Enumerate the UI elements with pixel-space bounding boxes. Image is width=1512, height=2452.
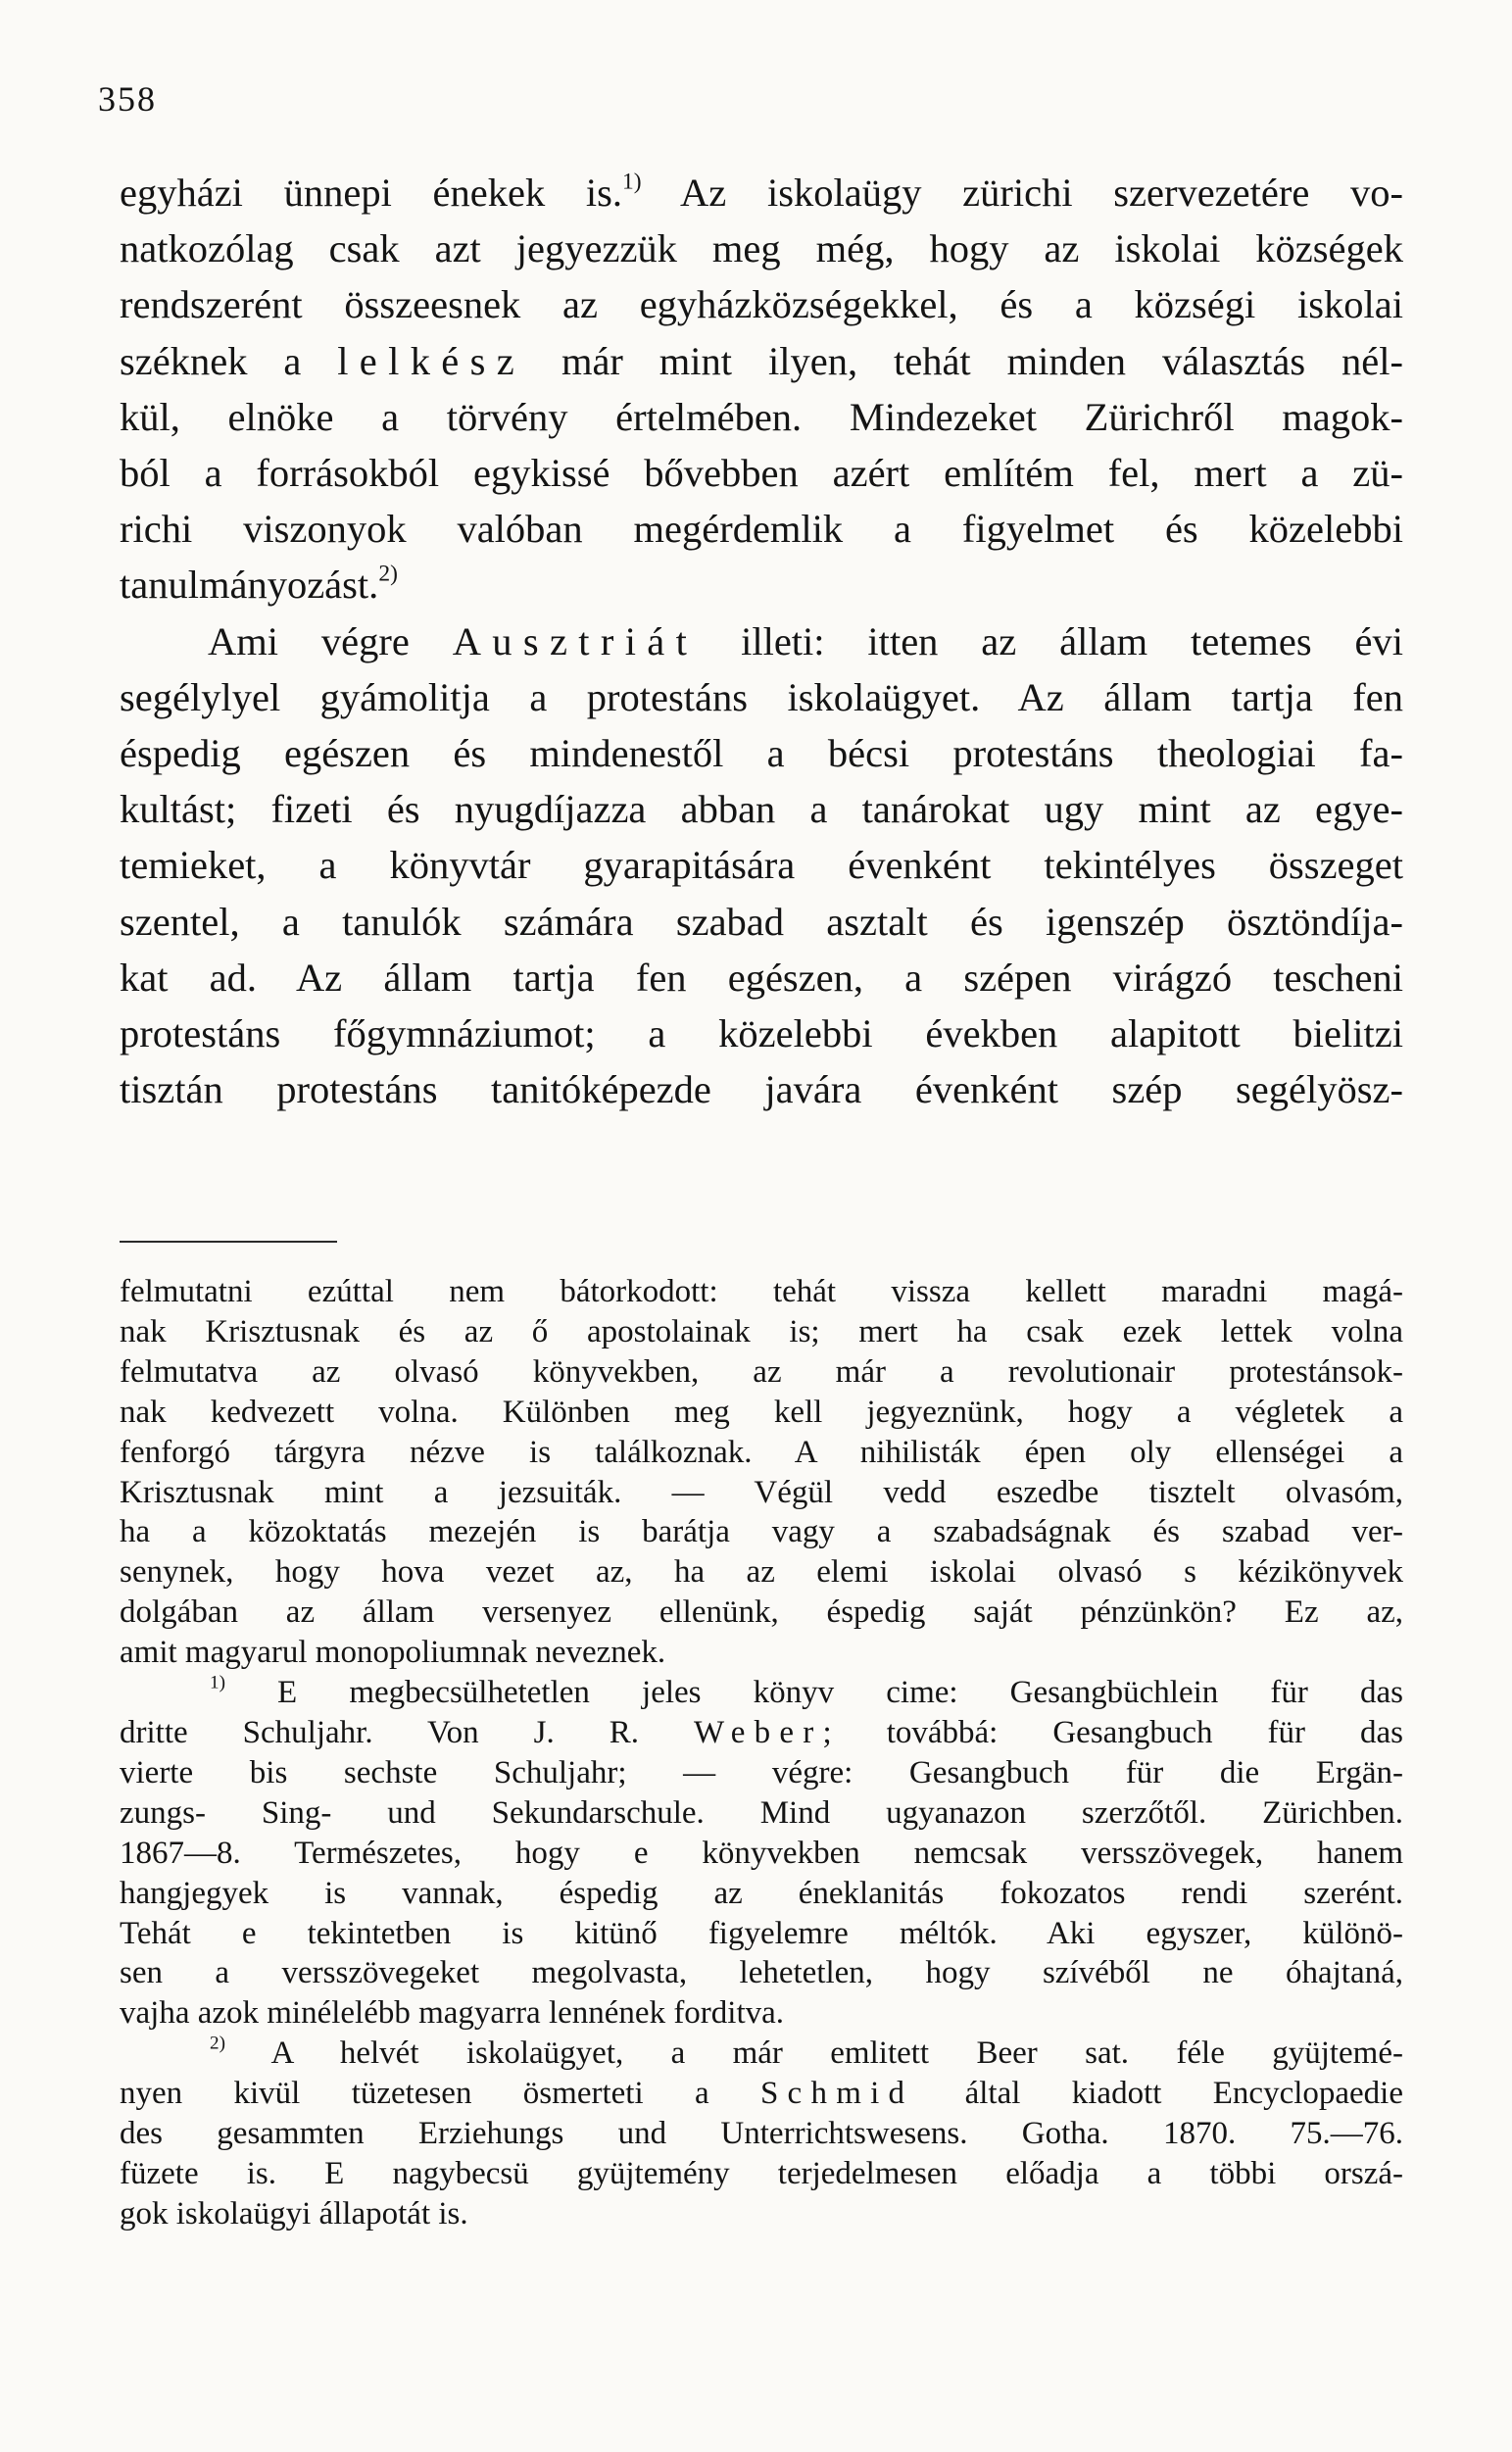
main-line: kultást; fizeti és nyugdíjazza abban a tanárokat ugy mint az egye- [120, 787, 1403, 832]
spaced-emphasis: lelkész [337, 338, 526, 383]
footnote-line: felmutatva az olvasó könyvekben, az már a revolutionair protestánsok- [120, 1353, 1403, 1390]
spaced-emphasis: Weber [694, 1714, 823, 1750]
footnote-2-line: gok iskolaügyi állapotát is. [120, 2195, 468, 2231]
main-line: temieket, a könyvtár gyarapitására évenként tekintélyes összeget [120, 843, 1403, 888]
footnote-2-line: füzete is. E nagybecsü gyüjtemény terjedelmesen előadja a többi orszá- [120, 2155, 1403, 2191]
main-line: éspedig egészen és mindenestől a bécsi protestáns theologiai fa- [120, 731, 1403, 776]
main-text [120, 165, 1403, 1117]
main-line: egyházi ünnepi énekek is.$^{1)}$ Az iskolaügy zürichi szervezetére vo- [120, 169, 1403, 215]
footnote-1-line: 1867—8. Természetes, hogy e könyvekben nemcsak versszövegek, hanem [120, 1835, 1403, 1871]
footnote-1-line: hangjegyek is vannak, éspedig az éneklanitás fokozatos rendi szerént. [120, 1875, 1403, 1911]
footnote-1-line: Tehát e tekintetben is kitünő figyelemre méltók. Aki egyszer, különö- [120, 1915, 1403, 1951]
main-line: széknek a lelkész már mint ilyen, tehát minden választás nél- [120, 338, 1403, 383]
footnote-line: Krisztusnak mint a jezsuiták. — Végül vedd eszedbe tisztelt olvasóm, [120, 1474, 1403, 1510]
main-line: ból a forrásokból egykissé bővebben azért említém fel, mert a zü- [120, 451, 1403, 496]
footnote-1-line: sen a versszövegeket megolvasta, lehetetlen, hogy szívéből ne óhajtaná, [120, 1955, 1403, 1991]
footnote-2-line: $^{2)}$ A helvét iskolaügyet, a már emlitett Beer sat. féle gyüjtemé- [210, 2034, 1403, 2072]
main-line: tanulmányozást.$^{2)}$ [120, 561, 398, 608]
main-line: szentel, a tanulók számára szabad asztalt és igenszép ösztöndíja- [120, 899, 1403, 944]
footnote-ref-1: 1) [622, 169, 642, 195]
footnote-line: amit magyarul monopoliumnak neveznek. [120, 1635, 666, 1671]
footnote-line: senynek, hogy hova vezet az, ha az elemi iskolai olvasó s kézikönyvek [120, 1554, 1403, 1591]
footnote-line: nak kedvezett volna. Különben meg kell jegyeznünk, hogy a végletek a [120, 1394, 1403, 1430]
footnote-ref-2: 2) [378, 561, 398, 587]
footnote-2-line: des gesammten Erziehungs und Unterrichtswesens. Gotha. 1870. 75.—76. [120, 2116, 1403, 2152]
main-line: kat ad. Az állam tartja fen egészen, a szépen virágzó tescheni [120, 955, 1403, 1000]
footnote-line: fenforgó tárgyra nézve is találkoznak. A nihilisták épen oly ellenségei a [120, 1434, 1403, 1470]
footnote-divider [120, 1241, 337, 1243]
main-line: protestáns főgymnáziumot; a közelebbi években alapitott bielitzi [120, 1011, 1403, 1056]
main-line: rendszerént összeesnek az egyházközségekkel, és a községi iskolai [120, 282, 1403, 327]
footnote-1-line: $^{1)}$ E megbecsülhetetlen jeles könyv cime: Gesangbüchlein für das [210, 1673, 1403, 1711]
footnote-line: dolgában az állam versenyez ellenünk, éspedig saját pénzünkön? Ez az, [120, 1594, 1403, 1631]
spaced-emphasis: Schmid [759, 2076, 914, 2112]
footnote-1-line: zungs- Sing- und Sekundarschule. Mind ugyanazon szerzőtől. Zürichben. [120, 1794, 1403, 1831]
footnotes [120, 1272, 1403, 2234]
footnote-1-line: vajha azok minélelébb magyarra lennének forditva. [120, 1995, 785, 2032]
main-line: kül, elnöke a törvény értelmében. Mindezeket Zürichről magok- [120, 394, 1403, 439]
footnote-2-line: nyen kivül tüzetesen ösmerteti a Schmid által kiadott Encyclopaedie [120, 2076, 1403, 2112]
page-number: 358 [98, 79, 157, 119]
footnote-2-mark: 2) [210, 2034, 225, 2054]
footnote-1-line: dritte Schuljahr. Von J. R. Weber; továbbá: Gesangbuch für das [120, 1714, 1403, 1750]
main-line: segélylyel gyámolitja a protestáns iskolaügyet. Az állam tartja fen [120, 674, 1403, 719]
footnote-1-mark: 1) [210, 1673, 225, 1693]
footnote-line: felmutatni ezúttal nem bátorkodott: tehát vissza kellett maradni magá- [120, 1274, 1403, 1309]
footnote-1-line: vierte bis sechste Schuljahr; — végre: Gesangbuch für die Ergän- [120, 1754, 1403, 1790]
main-line: richi viszonyok valóban megérdemlik a figyelmet és közelebbi [120, 507, 1403, 552]
main-line: natkozólag csak azt jegyezzük meg még, hogy az iskolai községek [120, 226, 1403, 271]
footnote-line: ha a közoktatás mezején is barátja vagy a szabadságnak és szabad ver- [120, 1514, 1403, 1550]
main-line: tisztán protestáns tanitóképezde javára évenként szép segélyösz- [120, 1067, 1403, 1112]
spaced-emphasis: Ausztriát [452, 618, 699, 663]
footnote-line: nak Krisztusnak és az ő apostolainak is; mert ha csak ezek lettek volna [120, 1313, 1403, 1349]
main-line: Ami végre Ausztriát illeti: itten az állam tetemes évi [208, 618, 1403, 663]
